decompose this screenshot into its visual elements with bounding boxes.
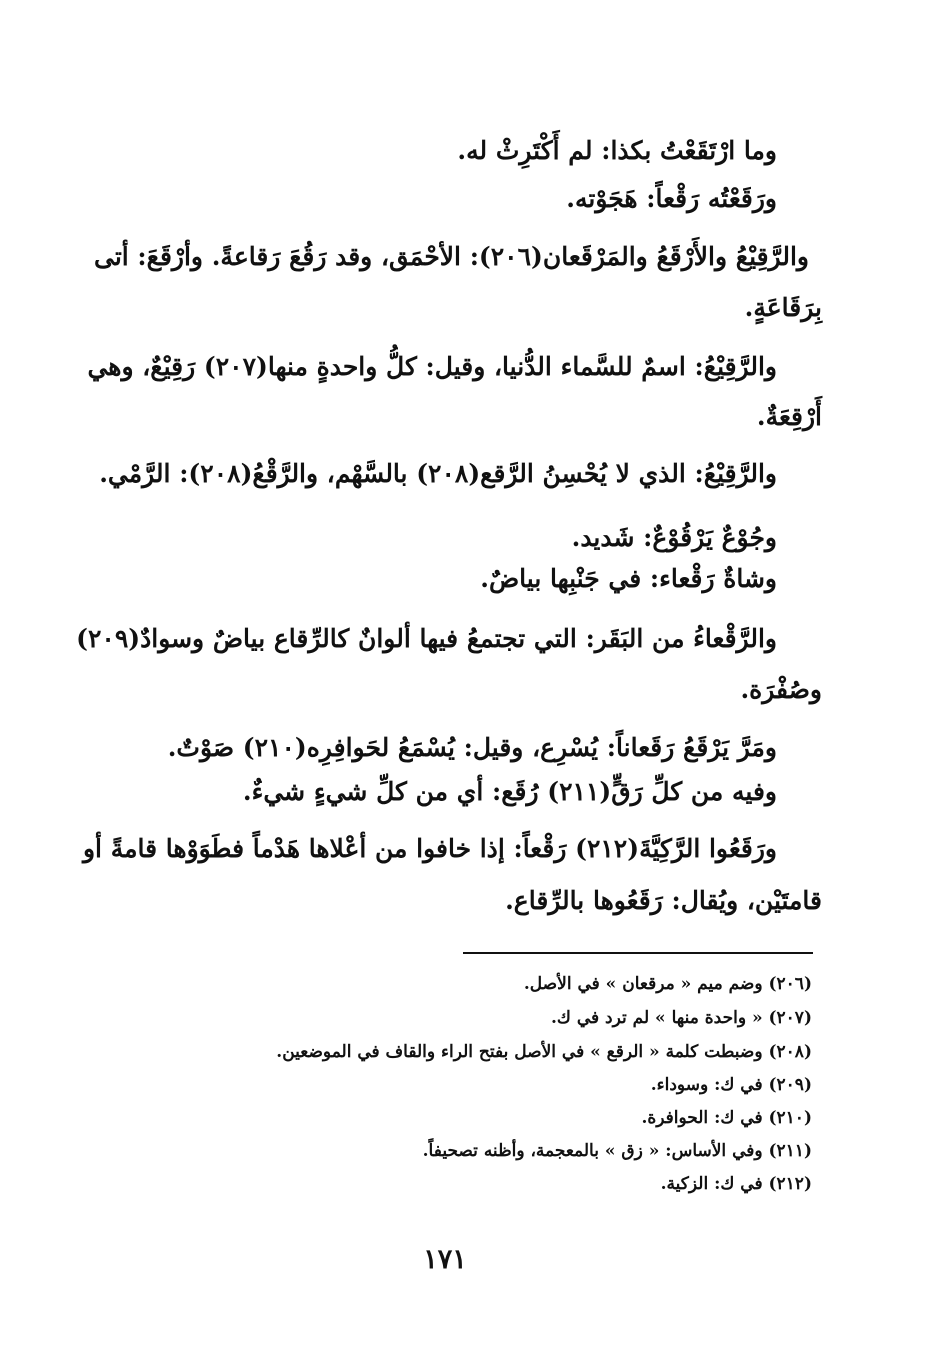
text-line-2: ورَقَعْتُه رَقْعاً: هَجَوْته.: [566, 184, 777, 213]
text-line-9: وشاةٌ رَقْعاء: في جَنْبِها بياضٌ.: [480, 564, 777, 593]
text-line-7: والرَّقِيْعُ: الذي لا يُحْسِنُ الرَّقع(٢٠٨) بالسَّهْم، والرَّقْعُ(٢٠٨): الرَّمْي.: [99, 459, 777, 488]
text-line-1: وما ارْتَقَعْتُ بكذا: لم أَكْتَرِثْ له.: [457, 136, 777, 165]
footnote-209: (٢٠٩) في ك: وسوداء.: [650, 1075, 812, 1095]
footnote-208: (٢٠٨) وضبطت كلمة « الرقع » في الأصل بفتح الراء والقاف في الموضعين.: [276, 1042, 812, 1062]
footnote-206: (٢٠٦) وضم ميم « مرقعان » في الأصل.: [523, 974, 812, 994]
text-line-15: قامتَيْن، ويُقال: رَقَعُوها بالرِّقاع.: [505, 886, 822, 915]
text-line-14: ورَقَعُوا الرَّكِيَّةَ(٢١٢) رَقْعاً: إذا خافوا من أعْلاها هَدْماً فطَوَوْها قامةً أو: [82, 834, 777, 863]
text-line-11: وصُفْرَة.: [740, 675, 822, 704]
text-line-10: والرَّقْعاءُ من البَقَر: التي تجتمعُ فيها ألوانٌ كالرِّقاع بياضٌ وسوادٌ(٢٠٩): [76, 624, 777, 653]
text-line-8: وجُوْعٌ يَرْقُوْعٌ: شَديد.: [571, 523, 777, 552]
footnote-211: (٢١١) وفي الأساس: « زق » بالمعجمة، وأظنه تصحيفاً.: [422, 1141, 812, 1161]
text-line-5: والرَّقِيْعُ: اسمٌ للسَّماء الدُّنيا، وقيل: كلُّ واحدةٍ منها(٢٠٧) رَقِيْعٌ، وهي: [87, 352, 777, 381]
text-line-3: والرَّقِيْعُ والأَرْقَعُ والمَرْقَعان(٢٠٦): الأحْمَق، وقد رَقُعَ رَقاعةً. وأرْقَعَ: أتى: [93, 242, 809, 271]
footnote-212: (٢١٢) في ك: الزكية.: [660, 1174, 812, 1194]
text-line-6: أَرْقِعَةٌ.: [756, 402, 822, 431]
footnote-207: (٢٠٧) « واحدة منها » لم ترد في ك.: [550, 1008, 812, 1028]
footnote-210: (٢١٠) في ك: الحوافرة.: [641, 1108, 812, 1128]
page-number: ١٧١: [423, 1244, 467, 1275]
footnote-divider: [463, 952, 813, 954]
text-line-13: وفيه من كلِّ رَقٍّ(٢١١) رُقَع: أي من كلِّ شيءٍ شيءٌ.: [242, 777, 777, 806]
text-line-12: ومَرَّ يَرْقَعُ رَقَعاناً: يُسْرِع، وقيل: يُسْمَعُ لحَوافِرِه(٢١٠) صَوْتٌ.: [167, 733, 777, 762]
text-line-4: بِرَقَاعَةٍ.: [744, 293, 822, 322]
